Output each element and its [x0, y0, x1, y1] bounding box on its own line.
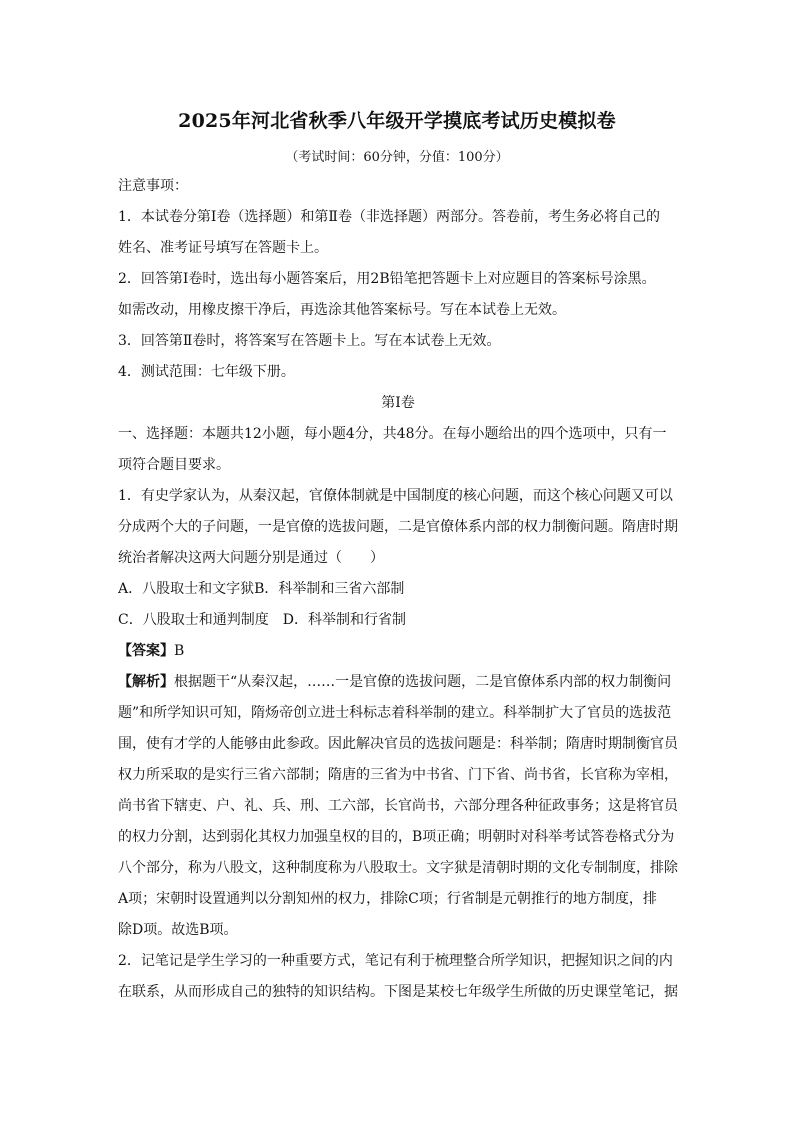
question-1-option-a: A．八股取士和文字狱: [118, 581, 255, 597]
question-1-options-cd: [118, 605, 678, 636]
exam-body: [118, 171, 678, 1008]
notes-item-4: 4．测试范围：七年级下册。: [118, 364, 295, 380]
notes-item-3: 3．回答第Ⅱ卷时，将答案写在答题卡上。写在本试卷上无效。: [118, 333, 501, 349]
question-1-answer: [118, 636, 678, 667]
question-1-analysis-line-4: 权力所采取的是实行三省六部制；隋唐的三省为中书省、门下省、尚书省，长官称为宰相，: [118, 767, 678, 783]
question-1-stem-line-1: 1．有史学家认为，从秦汉起，官僚体制就是中国制度的核心问题，而这个核心问题又可以: [118, 488, 673, 504]
notes-item-2-line-2: 如需改动，用橡皮擦干净后，再选涂其他答案标号。写在本试卷上无效。: [118, 302, 566, 318]
question-1-stem-line-2: 分成两个大的子问题，一是官僚的选拔问题，二是官僚体系内部的权力制衡问题。隋唐时期: [118, 519, 678, 535]
notes-item-1-line-2: 姓名、准考证号填写在答题卡上。: [118, 240, 328, 256]
question-1-stem-line-3: 统治者解决这两大问题分别是通过（ ）: [118, 550, 384, 566]
notes-heading: 注意事项：: [118, 178, 188, 194]
question-1-analysis-line-2: 题”和所学知识可知，隋炀帝创立进士科标志着科举制的建立。科举制扩大了官员的选拔范: [118, 705, 672, 721]
question-1-analysis-line-5: 尚书省下辖吏、户、礼、兵、刑、工六部，长官尚书，六部分理各种征政事务；这是将官员: [118, 798, 678, 814]
question-1-analysis-line-7: 八个部分，称为八股文，这种制度称为八股取士。文字狱是清朝时期的文化专制制度，排除: [118, 860, 678, 876]
question-1-analysis-line-1: [118, 667, 678, 698]
question-1-option-b: B．科举制和三省六部制: [254, 581, 405, 597]
question-2-stem-line-1: 2．记笔记是学生学习的一种重要方式，笔记有利于梳理整合所学知识，把握知识之间的内: [118, 953, 673, 969]
question-1-option-c: C．八股取士和通判制度: [118, 612, 269, 628]
volume-heading: 第Ⅰ卷: [381, 395, 415, 411]
question-2-stem-line-2: 在联系，从而形成自己的独特的知识结构。下图是某校七年级学生所做的历史课堂笔记，据: [118, 984, 678, 1000]
question-1-analysis-line-6: 的权力分割，达到弱化其权力加强皇权的目的，B项正确；明朝时对科举考试答卷格式分为: [118, 829, 675, 845]
section-instructions-line-2: 项符合题目要求。: [118, 457, 230, 473]
question-1-option-d: D．科举制和行省制: [282, 612, 406, 628]
notes-item-1-line-1: 1．本试卷分第Ⅰ卷（选择题）和第Ⅱ卷（非选择题）两部分。答卷前，考生务必将自己的: [118, 209, 660, 225]
analysis-text-1: 根据题干“从秦汉起，……一是官僚的选拔问题，二是官僚体系内部的权力制衡问: [174, 674, 672, 690]
answer-label: 【答案】: [118, 643, 174, 659]
question-1-analysis-line-3: 围，使有才学的人能够由此参政。因此解决官员的选拔问题是：科举制；隋唐时期制衡官员: [118, 736, 678, 752]
question-1-options-ab: [118, 574, 678, 605]
notes-item-2-line-1: 2．回答第Ⅰ卷时，选出每小题答案后，用2B铅笔把答题卡上对应题目的答案标号涂黑。: [118, 271, 656, 287]
exam-title: 2025年河北省秋季八年级开学摸底考试历史模拟卷: [178, 110, 616, 132]
exam-time-score: （考试时间：60分钟，分值：100分）: [285, 150, 509, 165]
answer-value: B: [174, 643, 185, 659]
question-1-analysis-line-8: A项；宋朝时设置通判以分割知州的权力，排除C项；行省制是元朝推行的地方制度，排: [118, 891, 657, 907]
analysis-label: 【解析】: [118, 674, 174, 690]
section-instructions-line-1: 一、选择题：本题共12小题，每小题4分，共48分。在每小题给出的四个选项中，只有一: [118, 426, 667, 442]
question-1-analysis-line-9: 除D项。故选B项。: [118, 922, 238, 938]
